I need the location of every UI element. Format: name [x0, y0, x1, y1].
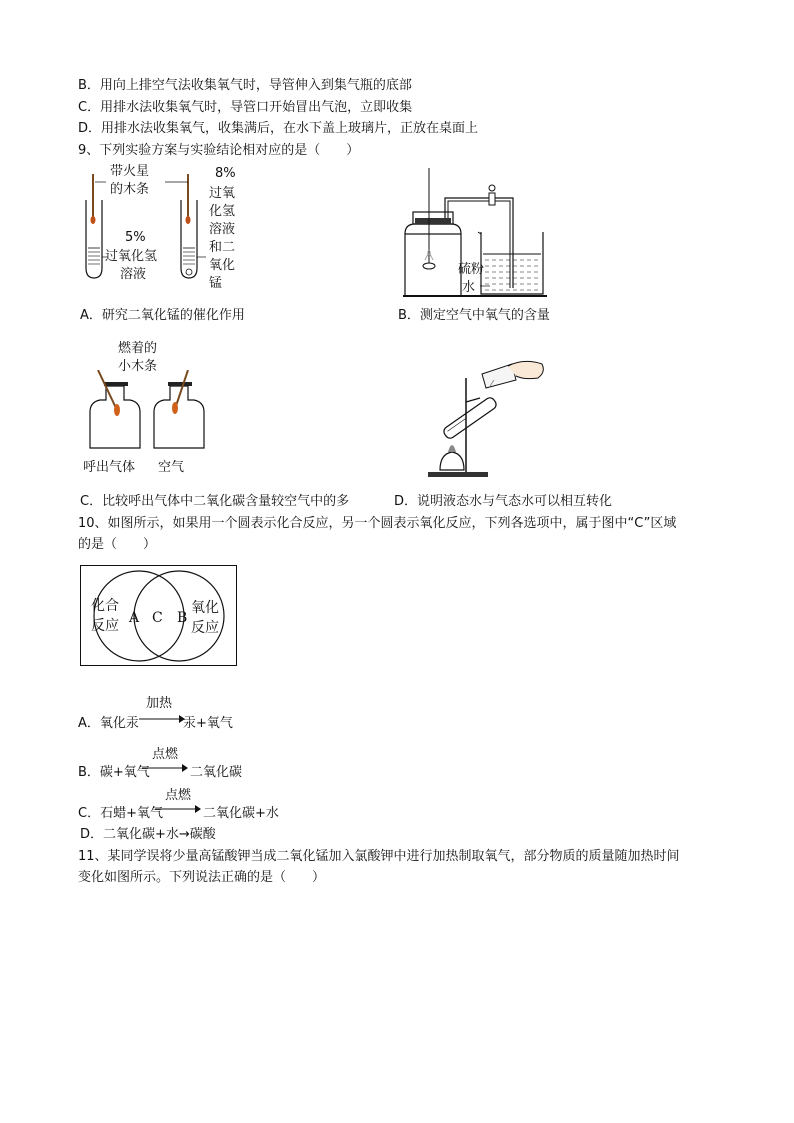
fig-a-label-sol8-3: 溶液 [209, 222, 236, 237]
q10-stem-2: 的是（ ） [78, 537, 157, 552]
q11-stem-2: 变化如图所示。下列说法正确的是（ ） [78, 870, 326, 885]
fig-c-label-stick-2: 小木条 [118, 359, 158, 374]
q8-option-c: C．用排水法收集氧气时，导管口开始冒出气泡，立即收集 [78, 100, 413, 115]
q10-option-b-condition: 点燃 [152, 747, 179, 762]
venn-label-oxidation-2: 反应 [191, 620, 219, 636]
q10-option-b-product: 二氧化碳 [190, 765, 243, 780]
fig-a-label-sol8-5: 氧化 [209, 258, 236, 273]
q10-option-c: C．石蜡+氧气 [78, 806, 163, 821]
fig-a-label-5pct: 5% [125, 230, 146, 245]
q10-option-c-condition: 点燃 [165, 788, 192, 803]
fig-a-label-8pct: 8% [215, 166, 236, 181]
q10-option-a-product: 汞+氧气 [183, 716, 233, 731]
q10-stem-1: 10、如图所示，如果用一个圆表示化合反应，另一个圆表示氧化反应，下列各选项中，属于图中“C”区域 [78, 516, 677, 531]
fig-b-label-water: 水 [462, 280, 476, 295]
figure-d-heating [420, 358, 550, 483]
q9-option-b: B．测定空气中氧气的含量 [398, 308, 550, 323]
fig-c-label-exhaled: 呼出气体 [83, 460, 136, 475]
venn-region-b: B [177, 610, 188, 626]
venn-diagram [80, 565, 237, 666]
venn-label-oxidation-1: 氧化 [191, 600, 219, 616]
venn-region-a: A [129, 610, 140, 626]
venn-label-combination-1: 化合 [91, 598, 119, 614]
q10-option-c-arrow [155, 804, 201, 814]
q10-option-a-arrow [139, 714, 185, 724]
fig-a-label-sol8-2: 化氢 [209, 204, 236, 219]
figure-c-bottles [80, 370, 210, 454]
q10-option-c-product: 二氧化碳+水 [203, 806, 279, 821]
fig-a-label-sol5-1: 过氧化氢 [105, 249, 158, 264]
q10-option-b-arrow [142, 763, 188, 773]
q8-option-b: B．用向上排空气法收集氧气时，导管伸入到集气瓶的底部 [78, 78, 412, 93]
q8-option-d: D．用排水法收集氧气，收集满后，在水下盖上玻璃片，正放在桌面上 [78, 121, 479, 136]
fig-a-label-splint-2: 的木条 [110, 182, 150, 197]
q9-stem: 9、下列实验方案与实验结论相对应的是（ ） [78, 143, 360, 158]
q10-option-d: D．二氧化碳+水→碳酸 [80, 827, 216, 842]
fig-b-label-sulfur: 硫粉 [458, 262, 485, 277]
q10-option-b: B．碳+氧气 [78, 765, 150, 780]
venn-label-combination-2: 反应 [91, 618, 119, 634]
venn-region-c: C [152, 610, 163, 626]
fig-c-label-air: 空气 [158, 460, 185, 475]
fig-a-label-sol8-6: 锰 [209, 276, 223, 291]
fig-a-label-sol8-4: 和二 [209, 240, 236, 255]
q9-option-c: C．比较呼出气体中二氧化碳含量较空气中的多 [80, 494, 350, 509]
fig-a-label-sol5-2: 溶液 [120, 267, 147, 282]
fig-c-label-stick-1: 燃着的 [118, 341, 158, 356]
fig-a-label-splint-1: 带火星 [110, 164, 150, 179]
q9-option-a: A．研究二氧化锰的催化作用 [80, 308, 245, 323]
q10-option-a-condition: 加热 [146, 696, 173, 711]
q11-stem-1: 11、某同学误将少量高锰酸钾当成二氧化锰加入氯酸钾中进行加热制取氧气，部分物质的质量随加热时间 [78, 849, 680, 864]
fig-a-label-sol8-1: 过氧 [209, 186, 236, 201]
q10-option-a: A．氧化汞 [78, 716, 139, 731]
q9-option-d: D．说明液态水与气态水可以相互转化 [394, 494, 613, 509]
